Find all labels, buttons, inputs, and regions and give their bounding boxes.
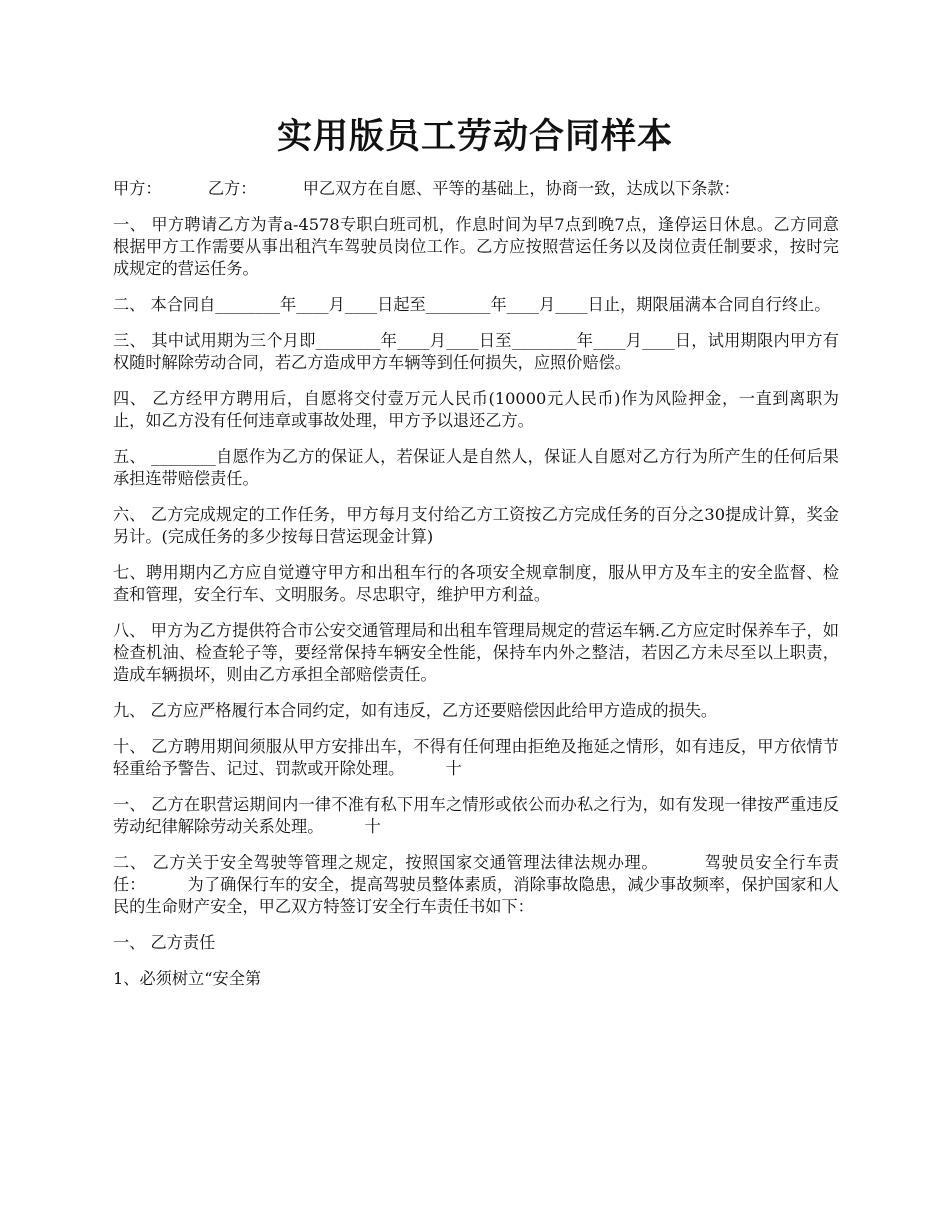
paragraph-clause-10: 十、 乙方聘用期间须服从甲方安排出车，不得有任何理由拒绝及拖延之情形，如有违反，甲方依情节轻重给予警告、记过、罚款或开除处理。 十 (113, 737, 839, 778)
paragraph-clause-11: 一、 乙方在职营运期间内一律不准有私下用车之情形或依公而办私之行为，如有发现一律按严重违反劳动纪律解除劳动关系处理。 十 (113, 795, 839, 836)
paragraph-section-heading: 一、 乙方责任 (113, 933, 216, 952)
paragraph-clause-2: 二、 本合同自________年____月____日起至________年____月____日止，期限届满本合同自行终止。 (113, 295, 831, 314)
paragraph-clause-5: 五、 ________自愿作为乙方的保证人，若保证人是自然人，保证人自愿对乙方行为所产生的任何后果承担连带赔偿责任。 (113, 447, 839, 488)
paragraph-clause-12: 二、 乙方关于安全驾驶等管理之规定，按照国家交通管理法律法规办理。 驾驶员安全行车责任： 为了确保行车的安全，提高驾驶员整体素质，消除事故隐患，减少事故频率，保护国家和人民的生命财产安全，甲乙双方特签订安全行车责任书如下： (113, 853, 839, 916)
paragraph-clause-4: 四、 乙方经甲方聘用后，自愿将交付壹万元人民币(10000元人民币)作为风险押金，一直到离职为止，如乙方没有任何违章或事故处理，甲方予以退还乙方。 (113, 389, 839, 430)
document-title: 实用版员工劳动合同样本 (276, 116, 673, 157)
paragraph-clause-1: 一、 甲方聘请乙方为青a-4578专职白班司机，作息时间为早7点到晚7点，逢停运日休息。乙方同意根据甲方工作需要从事出租汽车驾驶员岗位工作。乙方应按照营运任务以及岗位责任制要求，按时完成规定的营运任务。 (113, 215, 839, 278)
paragraph-item-1: 1、必须树立“安全第 (113, 969, 262, 988)
paragraph-clause-3: 三、 其中试用期为三个月即________年____月____日至________年____月____日，试用期限内甲方有权随时解除劳动合同，若乙方造成甲方车辆等到任何损失，应照价赔偿。 (113, 331, 839, 372)
paragraph-parties: 甲方： 乙方： 甲乙双方在自愿、平等的基础上，协商一致，达成以下条款： (113, 179, 740, 198)
document-body (113, 178, 839, 1004)
paragraph-clause-6: 六、 乙方完成规定的工作任务，甲方每月支付给乙方工资按乙方完成任务的百分之30提成计算，奖金另计。(完成任务的多少按每日营运现金计算) (113, 505, 839, 546)
paragraph-clause-9: 九、 乙方应严格履行本合同约定，如有违反，乙方还要赔偿因此给甲方造成的损失。 (113, 701, 718, 720)
paragraph-clause-7: 七、聘用期内乙方应自觉遵守甲方和出租车行的各项安全规章制度，服从甲方及车主的安全监督、检查和管理，安全行车、文明服务。尽忠职守，维护甲方利益。 (113, 563, 839, 604)
paragraph-clause-8: 八、 甲方为乙方提供符合市公安交通管理局和出租车管理局规定的营运车辆.乙方应定时保养车子，如检查机油、检查轮子等，要经常保持车辆安全性能，保持车内外之整洁，若因乙方未尽至以上职责，造成车辆损坏，则由乙方承担全部赔偿责任。 (113, 621, 839, 684)
